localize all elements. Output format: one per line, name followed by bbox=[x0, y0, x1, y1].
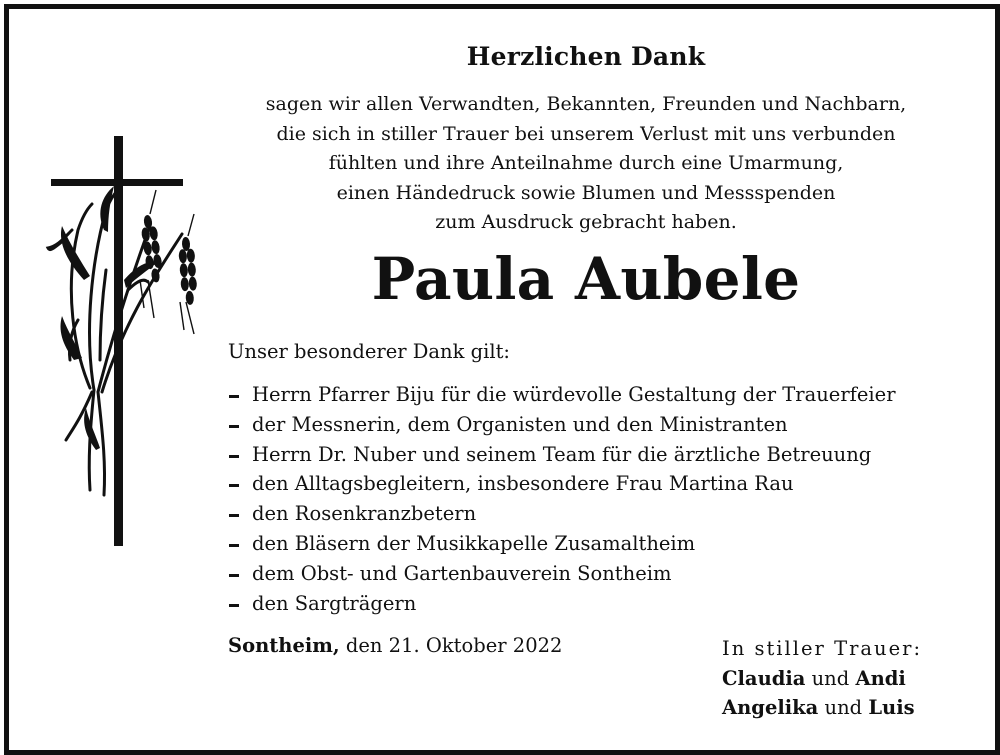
conjunction: und bbox=[824, 696, 863, 720]
cross-with-wheat-icon bbox=[44, 130, 214, 550]
mourner-name: Angelika bbox=[722, 696, 819, 720]
list-item: Herrn Pfarrer Biju für die würdevolle Gestaltung der Trauerfeier bbox=[228, 380, 896, 410]
list-item: den Rosenkranzbetern bbox=[228, 499, 896, 529]
intro-text bbox=[228, 90, 944, 238]
list-item: den Bläsern der Musikkapelle Zusamaltheim bbox=[228, 529, 896, 559]
mourning-label: In stiller Trauer: bbox=[722, 637, 923, 660]
mourner-name: Andi bbox=[855, 666, 906, 690]
list-item: der Messnerin, dem Organisten und den Ministranten bbox=[228, 410, 896, 440]
deceased-name: Paula Aubele bbox=[371, 245, 801, 313]
list-item: den Sargträgern bbox=[228, 589, 896, 619]
list-item: dem Obst- und Gartenbauverein Sontheim bbox=[228, 559, 896, 589]
thanks-list bbox=[228, 380, 896, 618]
thanks-intro: Unser besonderer Dank gilt: bbox=[228, 340, 510, 363]
place-date bbox=[228, 634, 562, 657]
mourner-line bbox=[722, 693, 922, 723]
intro-line: einen Händedruck sowie Blumen und Messspenden bbox=[336, 181, 836, 204]
list-item: Herrn Dr. Nuber und seinem Team für die ärztliche Betreuung bbox=[228, 440, 896, 470]
date: den 21. Oktober 2022 bbox=[345, 634, 563, 657]
mourner-name: Luis bbox=[868, 696, 915, 720]
intro-line: sagen wir allen Verwandten, Bekannten, Freunden und Nachbarn, bbox=[265, 93, 907, 115]
mourner-line bbox=[722, 664, 922, 694]
list-item: den Alltagsbegleitern, insbesondere Frau Martina Rau bbox=[228, 469, 896, 499]
signature bbox=[722, 634, 922, 723]
conjunction: und bbox=[811, 666, 850, 690]
heading: Herzlichen Dank bbox=[466, 42, 706, 71]
intro-line: fühlten und ihre Anteilnahme durch eine Umarmung, bbox=[328, 152, 844, 175]
intro-line: zum Ausdruck gebracht haben. bbox=[435, 211, 737, 234]
place: Sontheim, bbox=[228, 634, 340, 657]
mourner-name: Claudia bbox=[722, 666, 806, 690]
intro-line: die sich in stiller Trauer bei unserem Verlust mit uns verbunden bbox=[276, 122, 896, 145]
